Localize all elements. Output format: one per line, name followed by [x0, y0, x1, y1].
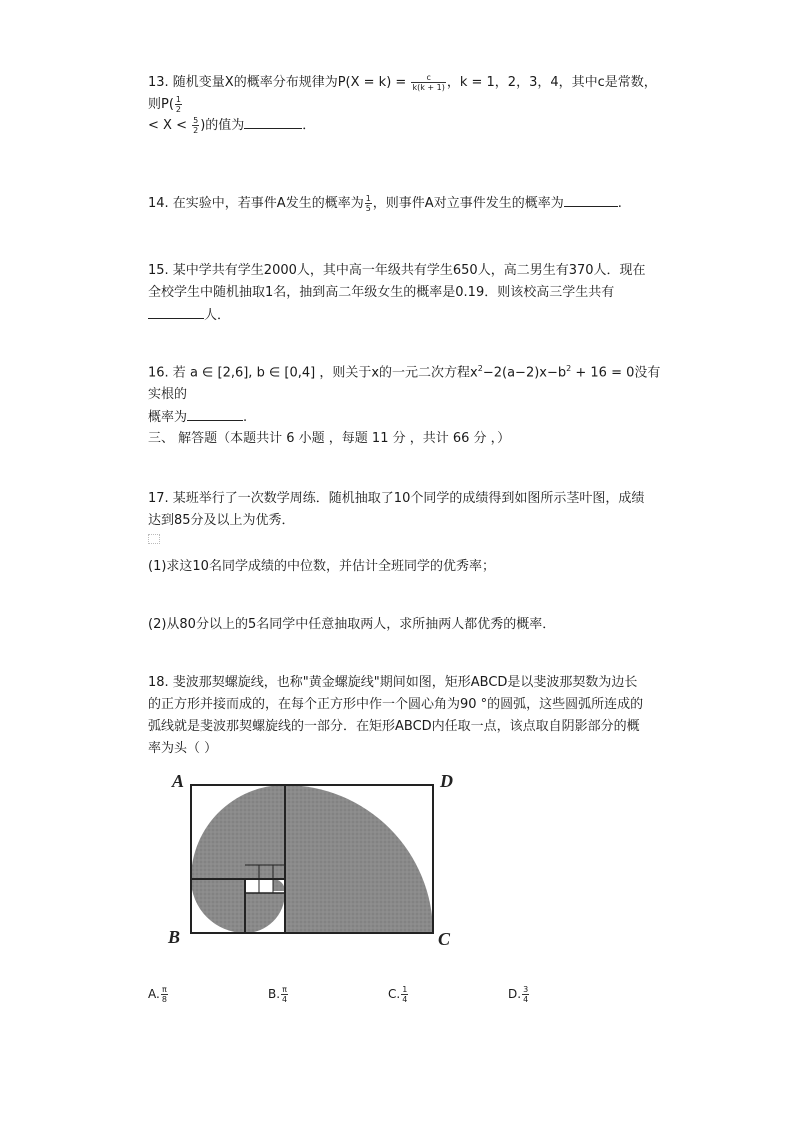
option-c-fraction [401, 985, 408, 1004]
q18-line2: 的正方形并接而成的，在每个正方形中作一个圆心角为90 °的圆弧，这些圆弧所连成的 [148, 697, 644, 712]
label-c: C [438, 929, 451, 949]
q14-period: . [617, 196, 622, 211]
q14-f-den: 5 [365, 204, 371, 213]
label-b: B [168, 927, 181, 947]
q13-answer-blank[interactable] [244, 114, 302, 129]
option-c-den: 4 [402, 995, 408, 1004]
option-d-prefix: D. [508, 987, 522, 1001]
q16-sup1: 2 [477, 364, 483, 373]
q13-frac-num: c [411, 73, 445, 83]
q16-text-a: 16. 若 a ∈ [2,6], b ∈ [0,4] ，则关于x的一元二次方程x [148, 365, 478, 381]
fibonacci-spiral-figure [160, 765, 470, 950]
q13-f2-num: 1 [175, 95, 182, 104]
q14-text-a: 14. 在实验中，若事件A发生的概率为 [148, 196, 364, 211]
option-b[interactable] [268, 985, 289, 1004]
q14-f-num: 1 [365, 194, 371, 203]
q17-line2: 达到85分及以上为优秀． [148, 513, 295, 528]
option-d[interactable] [508, 985, 530, 1004]
q13-text-b: ，k = 1，2，3，4，其中c是常数，则P( [148, 75, 657, 112]
q16-text-b: −2(a−2)x−b [482, 365, 567, 381]
q13-f3-num: 5 [193, 116, 199, 125]
shaded-region [285, 785, 433, 933]
question-16 [148, 358, 668, 429]
q15-line1: 15. 某中学共有学生2000人，其中高一年级共有学生650人，高二男生有370人．现在 [148, 263, 646, 278]
q13-frac-den: k(k + 1) [412, 83, 445, 92]
q15-line3-text: 人． [204, 308, 231, 323]
question-15 [148, 260, 668, 327]
section-3-heading: 三、 解答题（本题共计 6 小题 ，每题 11 分 ，共计 66 分 ，） [148, 431, 511, 446]
q18-line1: 18. 斐波那契螺旋线，也称"黄金螺旋线"期间如图，矩形ABCD是以斐波那契数为边长 [148, 675, 638, 690]
label-a: A [172, 771, 185, 791]
q16-line2 [148, 406, 668, 429]
option-d-fraction [522, 985, 529, 1004]
question-13 [148, 72, 668, 116]
option-a-num: π [161, 985, 167, 994]
q16-line2-text: 概率为 [148, 410, 188, 426]
option-c[interactable] [388, 985, 409, 1004]
option-b-den: 4 [282, 995, 288, 1004]
q13-text-c: < X < [148, 118, 192, 133]
q14-text-b: ，则事件A对立事件发生的概率为 [372, 196, 564, 211]
q18-line4: 率为头（ ） [148, 741, 218, 756]
option-b-prefix: B. [268, 987, 281, 1001]
q14-fraction [365, 194, 372, 213]
question-13-line2 [148, 114, 668, 137]
option-b-num: π [282, 985, 287, 994]
q16-text-c: + 16 = 0没有实根的 [148, 365, 661, 403]
q17-part1: (1)求这10名同学成绩的中位数，并估计全班同学的优秀率； [148, 559, 495, 574]
option-c-num: 1 [402, 985, 408, 994]
question-17 [148, 488, 668, 532]
option-a-prefix: A. [148, 987, 160, 1001]
q13-f3-den: 2 [193, 126, 199, 135]
option-c-prefix: C. [388, 987, 401, 1001]
q17-line1: 17. 某班举行了一次数学周练．随机抽取了10个同学的成绩得到如图所示茎叶图，成绩 [148, 491, 645, 506]
q13-text-d: )的值为 [200, 118, 245, 133]
q14-answer-blank[interactable] [564, 192, 618, 207]
q15-answer-blank[interactable] [148, 304, 204, 319]
q13-period: ． [302, 118, 316, 133]
q16-sup2: 2 [566, 364, 572, 373]
q13-fraction-half [175, 95, 182, 114]
question-18 [148, 672, 668, 760]
option-a-fraction [161, 985, 168, 1004]
option-d-den: 4 [523, 995, 529, 1004]
option-d-num: 3 [523, 985, 529, 994]
option-a[interactable] [148, 985, 169, 1004]
q18-line3: 弧线就是斐波那契螺旋线的一部分．在矩形ABCD内任取一点，该点取自阴影部分的概 [148, 719, 640, 734]
q13-fraction-five-half [192, 116, 199, 135]
q13-text-a: 13. 随机变量X的概率分布规律为P(X = k) = [148, 75, 411, 90]
q16-period: . [243, 410, 248, 426]
stem-leaf-image-icon [148, 534, 160, 544]
q17-part2: (2)从80分以上的5名同学中任意抽取两人，求所抽两人都优秀的概率． [148, 617, 556, 632]
q15-line3 [148, 304, 668, 327]
question-14 [148, 192, 668, 215]
q13-fraction [411, 73, 445, 92]
label-d: D [440, 771, 453, 791]
option-b-fraction [281, 985, 288, 1004]
option-a-den: 8 [161, 995, 167, 1004]
q16-line1 [148, 358, 668, 406]
q13-f2-den: 2 [175, 105, 182, 114]
q16-answer-blank[interactable] [187, 406, 243, 421]
q15-line2: 全校学生中随机抽取1名，抽到高二年级女生的概率是0.19．则该校高三学生共有 [148, 285, 615, 300]
